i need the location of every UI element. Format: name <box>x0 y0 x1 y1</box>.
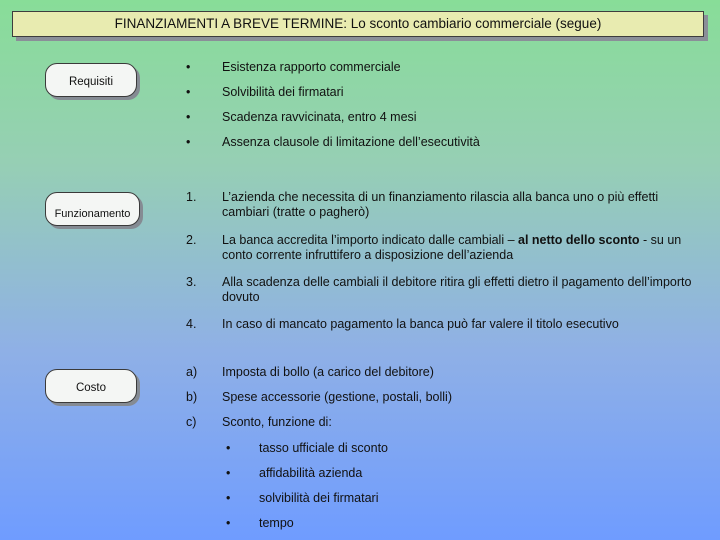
bullet-marker: • <box>186 110 191 124</box>
text-after: - su un conto corrente infruttifero a disposizione dell’azienda <box>222 233 682 262</box>
slide-title: FINANZIAMENTI A BREVE TERMINE: Lo sconto cambiario commerciale (segue) <box>12 11 704 37</box>
costo-subitem-text: tasso ufficiale di sconto <box>259 441 389 455</box>
number-marker: 4. <box>186 317 197 331</box>
funzionamento-item-text: In caso di mancato pagamento la banca può far valere il titolo esecutivo <box>222 317 619 331</box>
bullet-marker: • <box>186 60 191 74</box>
requisiti-item-text: Esistenza rapporto commerciale <box>222 60 401 74</box>
number-marker: 2. <box>186 233 197 247</box>
funzionamento-label: Funzionamento <box>45 192 140 226</box>
letter-marker: a) <box>186 365 198 379</box>
text-bold: al netto dello sconto <box>518 233 640 247</box>
costo-subitem-text: affidabilità azienda <box>259 466 363 480</box>
text-before: La banca accredita l’importo indicato dalle cambiali – <box>222 233 518 247</box>
bullet-marker: • <box>186 135 191 149</box>
bullet-marker: • <box>226 516 231 530</box>
bullet-marker: • <box>226 466 231 480</box>
costo-item-text: Sconto, funzione di: <box>222 415 332 429</box>
costo-item-text: Spese accessorie (gestione, postali, bolli) <box>222 390 452 404</box>
requisiti-item-text: Assenza clausole di limitazione dell’esecutività <box>222 135 480 149</box>
requisiti-item-text: Solvibilità dei firmatari <box>222 85 344 99</box>
bullet-marker: • <box>226 441 231 455</box>
bullet-marker: • <box>186 85 191 99</box>
bullet-marker: • <box>226 491 231 505</box>
funzionamento-item-text <box>222 233 692 263</box>
costo-subitem-text: solvibilità dei firmatari <box>259 491 379 505</box>
costo-label: Costo <box>45 369 137 403</box>
funzionamento-item-text: Alla scadenza delle cambiali il debitore ritira gli effetti dietro il pagamento dell’importo dovuto <box>222 275 692 304</box>
requisiti-item-text: Scadenza ravvicinata, entro 4 mesi <box>222 110 417 124</box>
costo-item-text: Imposta di bollo (a carico del debitore) <box>222 365 434 379</box>
letter-marker: c) <box>186 415 197 429</box>
funzionamento-item-text: L’azienda che necessita di un finanziamento rilascia alla banca uno o più effetti cambiari (tratte o pagherò) <box>222 190 659 219</box>
number-marker: 1. <box>186 190 197 204</box>
requisiti-label: Requisiti <box>45 63 137 97</box>
costo-subitem-text: tempo <box>259 516 294 530</box>
number-marker: 3. <box>186 275 197 289</box>
letter-marker: b) <box>186 390 198 404</box>
